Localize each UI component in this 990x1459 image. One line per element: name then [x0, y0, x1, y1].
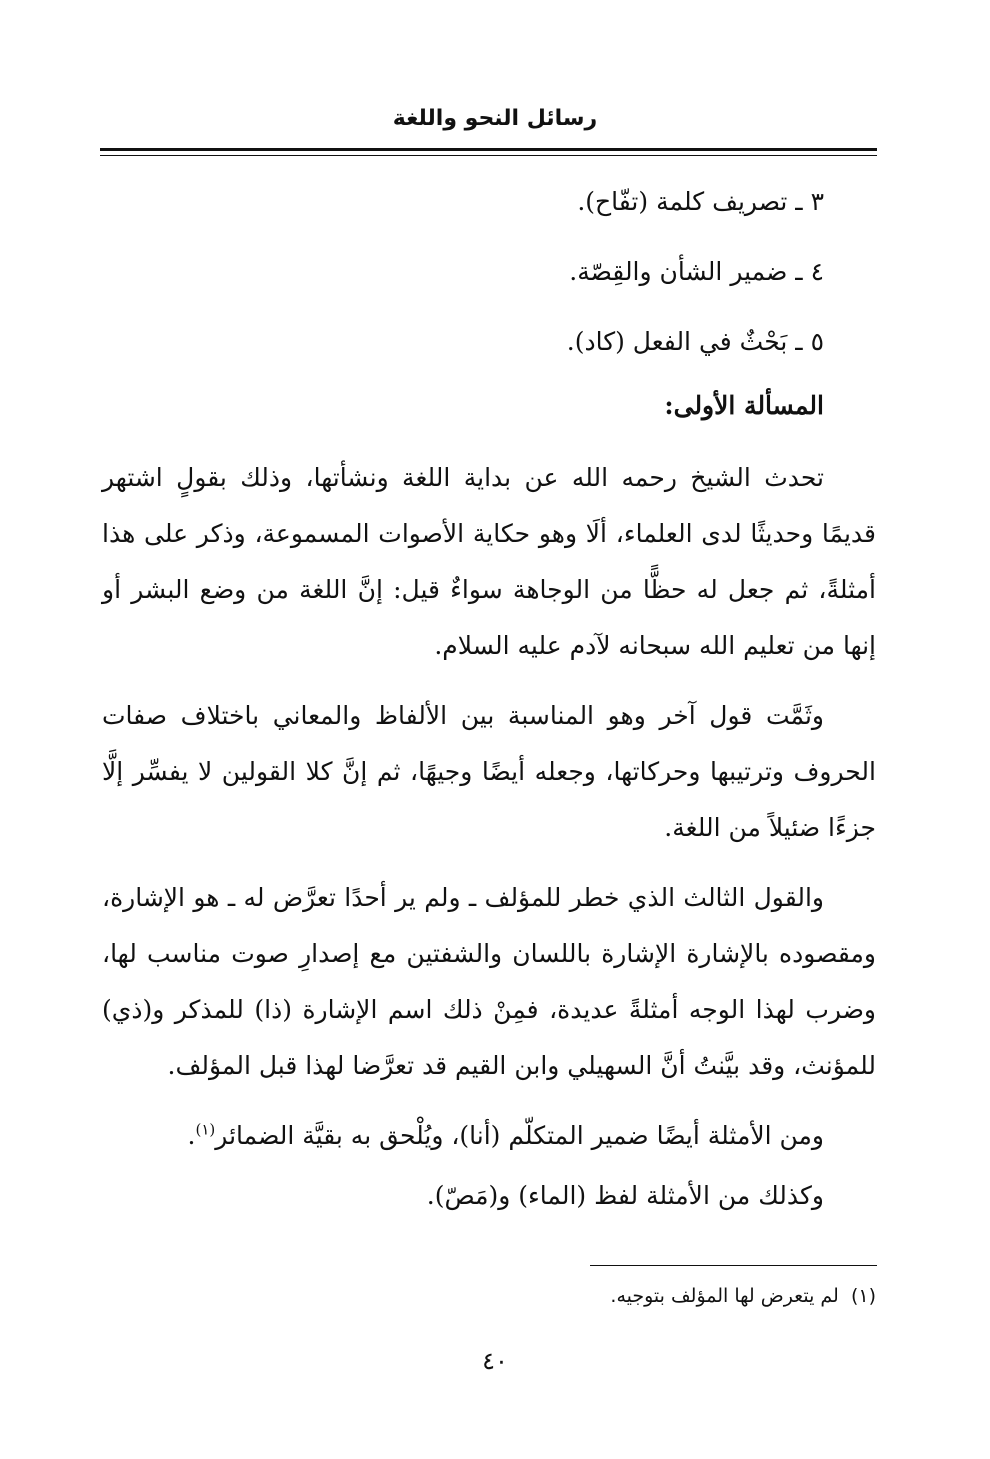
section-heading: المسألة الأولى:: [664, 391, 824, 420]
page-number: ٤٠: [482, 1347, 508, 1375]
paragraph-1: تحدث الشيخ رحمه الله عن بداية اللغة ونشأتها، وذلك بقولٍ اشتهر قديمًا وحديثًا لدى العلماء، ألَا وهو حكاية الأصوات المسموعة، وذكر على هذا أمثلةً، ثم جعل له حظًّا من الوجاهة سواءٌ قيل: إنَّ اللغة من وضع البشر أو إنها من تعليم الله سبحانه لآدم عليه السلام.: [102, 463, 876, 660]
footnote: [610, 1285, 876, 1307]
footnote-marker: (١): [850, 1285, 876, 1307]
list-item: ٣ ـ تصريف كلمة (تفّاح).: [577, 187, 824, 216]
paragraph-3: والقول الثالث الذي خطر للمؤلف ـ ولم ير أحدًا تعرَّض له ـ هو الإشارة، ومقصوده بالإشارة الإشارة باللسان والشفتين مع إصدارِ صوت مناسب لها، وضرب لهذا الوجه أمثلةً عديدة، فمِنْ ذلك اسم الإشارة (ذا) للمذكر و(ذي) للمؤنث، وقد بيَّنتُ أنَّ السهيلي وابن القيم قد تعرَّضا لهذا قبل المؤلف.: [102, 883, 876, 1080]
header-rule-thick: [100, 148, 877, 151]
footnote-reference[interactable]: (١): [195, 1120, 216, 1139]
header-rule-thin: [100, 155, 877, 156]
example-line-1: [102, 1108, 876, 1168]
paragraph-2: وثَمَّت قول آخر وهو المناسبة بين الألفاظ والمعاني باختلاف صفات الحروف وترتيبها وحركاتها، وجعله أيضًا وجيهًا، ثم إنَّ كلا القولين لا يفسِّر إلَّا جزءًا ضئيلاً من اللغة.: [102, 701, 876, 842]
main-text: [102, 172, 876, 1228]
example-line-1-end: .: [187, 1121, 196, 1150]
example-line-2: وكذلك من الأمثلة لفظ (الماء) و(مَصّ).: [426, 1181, 824, 1210]
list-item: ٤ ـ ضمير الشأن والقِصّة.: [569, 257, 824, 286]
footnote-text: لم يتعرض لها المؤلف بتوجيه.: [610, 1285, 839, 1307]
footnote-separator: [590, 1265, 877, 1266]
example-line-1-text: ومن الأمثلة أيضًا ضمير المتكلّم (أنا)، ويُلْحق به بقيَّة الضمائر: [215, 1121, 824, 1150]
list-item: ٥ ـ بَحْثٌ في الفعل (كاد).: [566, 327, 824, 356]
running-header: رسائل النحو واللغة: [392, 106, 598, 131]
